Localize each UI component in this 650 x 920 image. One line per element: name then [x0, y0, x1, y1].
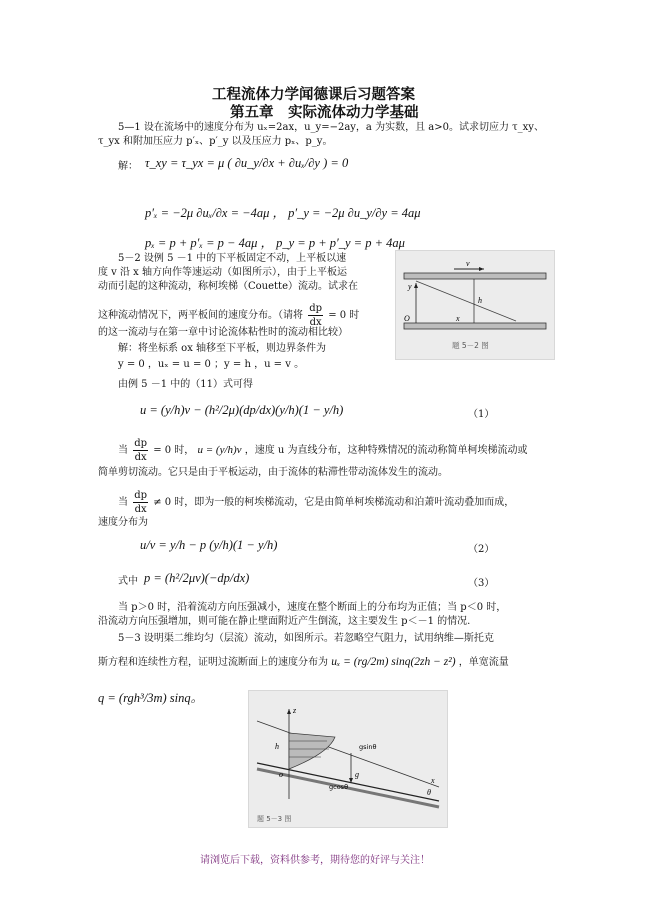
problem-5-2-line11 — [118, 489, 514, 516]
line9-linear-velocity: u = (y/h)v — [197, 444, 242, 456]
label-y: y — [408, 282, 412, 291]
label-o: o — [279, 770, 283, 779]
solution-label: 解： — [118, 161, 138, 172]
footer-note: 请浏览后下载，资料供参考，期待您的好评与关注！ — [200, 855, 430, 866]
problem-5-2-line12: 速度分布为 — [98, 517, 148, 528]
line2-flow: ，单宽流量 — [458, 657, 509, 668]
problem-5-1-line1: 5—1 设在流场中的速度分布为 uₓ=2ax，u_y=−2ay，a 为实数，且 a>0。试求切应力 τ_xy、 — [118, 122, 544, 133]
problem-5-2-line4-text: 这种流动情况下，两平板间的速度分布。（请将 — [98, 310, 303, 321]
chapter-title: 第五章 实际流体动力学基础 — [230, 105, 419, 121]
label-gcos: gcosθ — [329, 783, 349, 791]
equation-velocity-distribution: uₓ = (rg/2m) sinq(2zh − z²) — [331, 656, 456, 668]
velocity-profile — [289, 733, 335, 769]
problem-5-2-line10: 简单剪切流动。它只是由于平板运动，由于流体的粘滞性带动流体发生的流动。 — [98, 467, 448, 478]
figure-5-3-caption: 题 5－3 图 — [257, 815, 292, 823]
problem-5-2-line4 — [98, 302, 359, 329]
velocity-arrow-head — [479, 267, 484, 271]
label-theta: θ — [427, 788, 431, 797]
equation-additional-pressure: p′ₓ = −2μ ∂uₓ/∂x = −4aμ ， p′_y = −2μ ∂u_y/∂y = 4aμ — [145, 206, 421, 220]
line2-text: 斯方程和连续性方程，证明过流断面上的速度分布为 — [98, 657, 328, 668]
problem-5-2-line7: y = 0 ，uₓ = u = 0 ；y = h ，u = v 。 — [118, 359, 305, 370]
equation-2-number: （2） — [468, 544, 495, 555]
lower-plate — [404, 323, 546, 329]
free-surface — [257, 721, 439, 787]
label-o: O — [404, 314, 410, 323]
label-gsin: gsinθ — [359, 743, 377, 751]
problem-5-2-line4-end: = 0 时 — [328, 310, 360, 321]
problem-5-3-line1: 5－3 设明渠二维均匀（层流）流动，如图所示。若忽略空气阻力，试用纳维—斯托克 — [118, 633, 494, 644]
problem-5-2-line3: 动而引起的这种流动，称柯埃梯（Couette）流动。试求在 — [98, 281, 358, 292]
equation-3: p = (h²/2μv)(−dp/dx) — [144, 571, 250, 585]
z-axis-head — [287, 709, 291, 714]
problem-5-2-line13: 式中 — [118, 576, 138, 587]
figure-5-3 — [248, 690, 448, 828]
equation-1-number: （1） — [468, 409, 495, 420]
label-z: z — [293, 706, 297, 715]
velocity-profile-line — [416, 281, 516, 321]
problem-5-2-line8: 由例 5 －1 中的（11）式可得 — [118, 379, 253, 390]
line9-zero: = 0 时， — [153, 445, 195, 456]
problem-5-2-line6: 解：将坐标系 ox 轴移至下平板，则边界条件为 — [118, 343, 327, 354]
dp-dx-fraction: $\frac{dp}{dx}$ — [134, 490, 147, 515]
label-x: x — [431, 776, 435, 785]
dp-dx-fraction: $\frac{dp}{dx}$ — [309, 303, 322, 328]
label-x: x — [456, 314, 460, 323]
line11-prefix: 当 — [118, 497, 128, 508]
label-h: h — [275, 742, 279, 751]
label-g: g — [355, 770, 359, 779]
figure-5-2 — [395, 250, 555, 360]
problem-5-2-line15: 沿流动方向压强增加，则可能在静止壁面附近产生倒流，这主要发生 p＜－1 的情况. — [98, 616, 471, 627]
problem-5-1-line2: τ_yx 和附加压应力 p′ₓ、p′_y 以及压应力 pₓ、p_y。 — [98, 136, 333, 147]
line11-text: ≠ 0 时，即为一般的柯埃梯流动，它是由简单柯埃梯流动和泊萧叶流动叠加而成， — [153, 497, 515, 508]
problem-5-2-line14: 当 p＞0 时，沿着流动方向压强减小，速度在整个断面上的分布均为正值；当 p＜0 时， — [118, 602, 507, 613]
couette-flow-diagram — [396, 251, 554, 359]
problem-5-3-line2 — [98, 656, 509, 669]
equation-3-number: （3） — [468, 578, 495, 589]
figure-5-2-caption: 题 5－2 图 — [452, 341, 489, 350]
problem-5-2-line5: 的这一流动与在第一章中讨论流体粘性时的流动相比较） — [98, 327, 348, 338]
upper-plate — [404, 273, 546, 279]
equation-1: u = (y/h)v − (h²/2μ)(dp/dx)(y/h)(1 − y/h) — [140, 403, 344, 417]
open-channel-flow-diagram — [249, 691, 447, 827]
problem-5-2-line9 — [118, 437, 528, 464]
problem-5-2-line2: 度 v 沿 x 轴方向作等速运动（如图所示），由于上平板运 — [98, 267, 348, 278]
problem-5-2-line1: 5－2 设例 5 －1 中的下平板固定不动，上平板以速 — [118, 253, 347, 264]
label-v: v — [466, 259, 470, 268]
label-h: h — [478, 296, 482, 305]
equation-shear-stress: τ_xy = τ_yx = μ ( ∂u_y/∂x + ∂uₓ/∂y ) = 0 — [145, 156, 349, 170]
document-title: 工程流体力学闻德课后习题答案 — [212, 87, 415, 103]
equation-unit-discharge: q = (rgh³/3m) sinq。 — [98, 691, 204, 705]
equation-2: u/v = y/h − p (y/h)(1 − y/h) — [140, 538, 278, 552]
channel-bed — [257, 763, 439, 801]
equation-pressure: pₓ = p + p′ₓ = p − 4aμ ， p_y = p + p′_y = p + 4aμ — [145, 236, 405, 250]
line9-text: ，速度 u 为直线分布，这种特殊情况的流动称简单柯埃梯流动或 — [244, 445, 528, 456]
line9-prefix: 当 — [118, 445, 128, 456]
y-axis-head — [414, 283, 418, 288]
dp-dx-fraction: $\frac{dp}{dx}$ — [134, 438, 147, 463]
